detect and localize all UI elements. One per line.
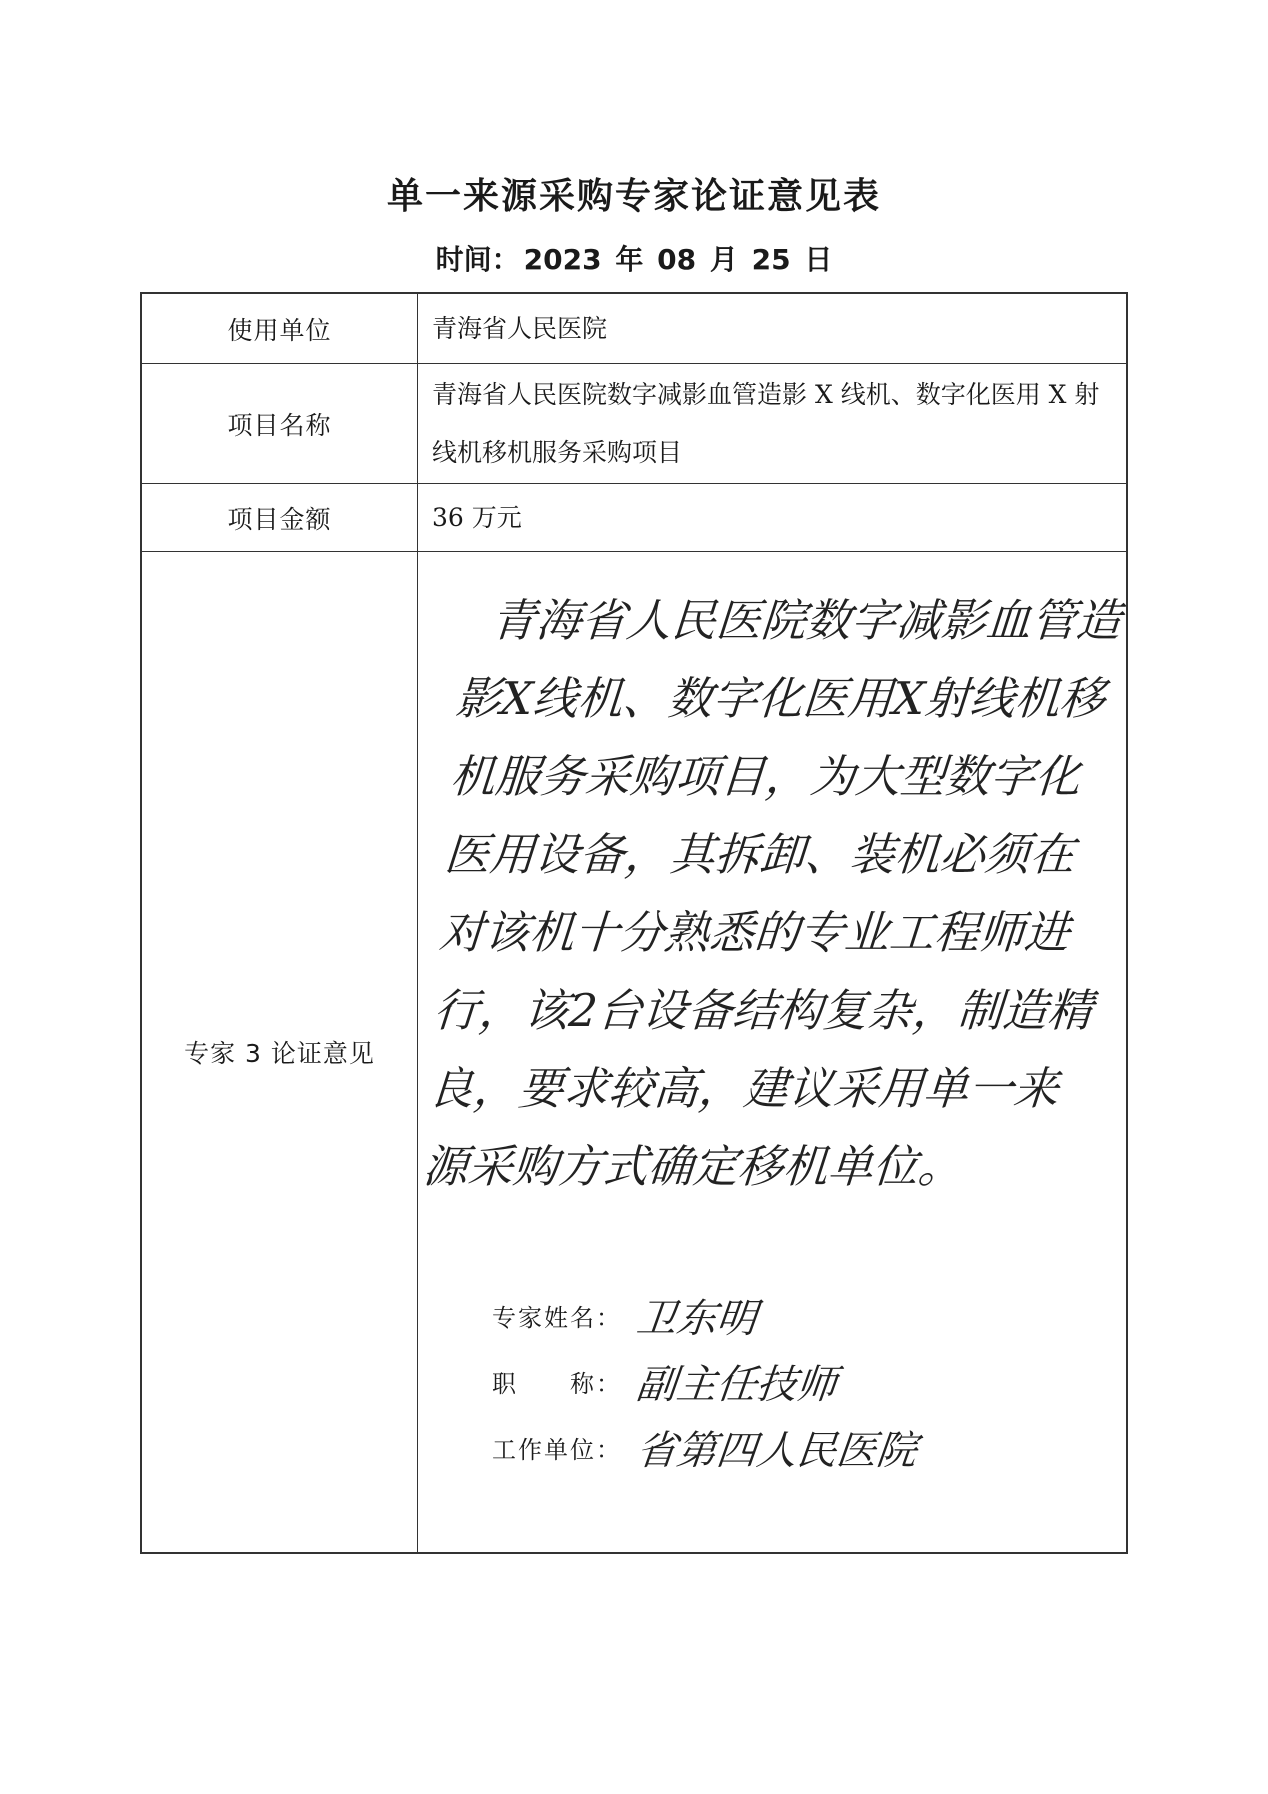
opinion-label: 专家 3 论证意见 xyxy=(142,552,418,1552)
handwritten-opinion xyxy=(420,582,1128,1206)
amount-row xyxy=(142,484,1126,552)
expert-title-row xyxy=(492,1348,1052,1414)
opinion-text: 青海省人民医院数字减影血管造影X线机、数字化医用X射线机移机服务采购项目，为大型数字化医用设备，其拆卸、装机必须在对该机十分熟悉的专业工程师进行，该2台设备结构复杂，制造精良，要求较高，建议采用单一来源采购方式确定移机单位。 xyxy=(421,594,1123,1193)
expert-org-label: 工作单位： xyxy=(492,1435,622,1464)
date-month: 08 xyxy=(657,243,697,276)
opinion-row xyxy=(142,552,1126,1552)
project-value: 青海省人民医院数字减影血管造影 X 线机、数字化医用 X 射线机移机服务采购项目 xyxy=(432,379,1100,467)
date-day-unit: 日 xyxy=(804,243,833,276)
amount-label: 项目金额 xyxy=(142,484,418,551)
expert-name-row xyxy=(492,1282,1052,1348)
expert-name-label: 专家姓名： xyxy=(492,1303,622,1332)
date-line xyxy=(0,238,1268,278)
page-title: 单一来源采购专家论证意见表 xyxy=(386,176,881,217)
expert-org-row xyxy=(492,1414,1052,1480)
unit-row xyxy=(142,294,1126,364)
expert-title-label: 职 称： xyxy=(492,1369,622,1398)
date-month-unit: 月 xyxy=(709,243,738,276)
project-row xyxy=(142,364,1126,484)
unit-label: 使用单位 xyxy=(142,294,418,363)
date-year-unit: 年 xyxy=(615,243,644,276)
unit-value: 青海省人民医院 xyxy=(432,313,608,343)
date-year: 2023 xyxy=(523,243,602,276)
expert-org-handwritten: 省第四人民医院 xyxy=(634,1427,920,1474)
date-day: 25 xyxy=(751,243,791,276)
expert-title-handwritten: 副主任技师 xyxy=(634,1361,840,1408)
date-label: 时间： xyxy=(435,243,520,276)
expert-name-signature: 卫东明 xyxy=(634,1295,760,1342)
signature-block xyxy=(492,1282,1052,1480)
project-label: 项目名称 xyxy=(142,364,418,483)
amount-value: 36 万元 xyxy=(432,502,522,532)
opinion-form-table xyxy=(140,292,1128,1554)
